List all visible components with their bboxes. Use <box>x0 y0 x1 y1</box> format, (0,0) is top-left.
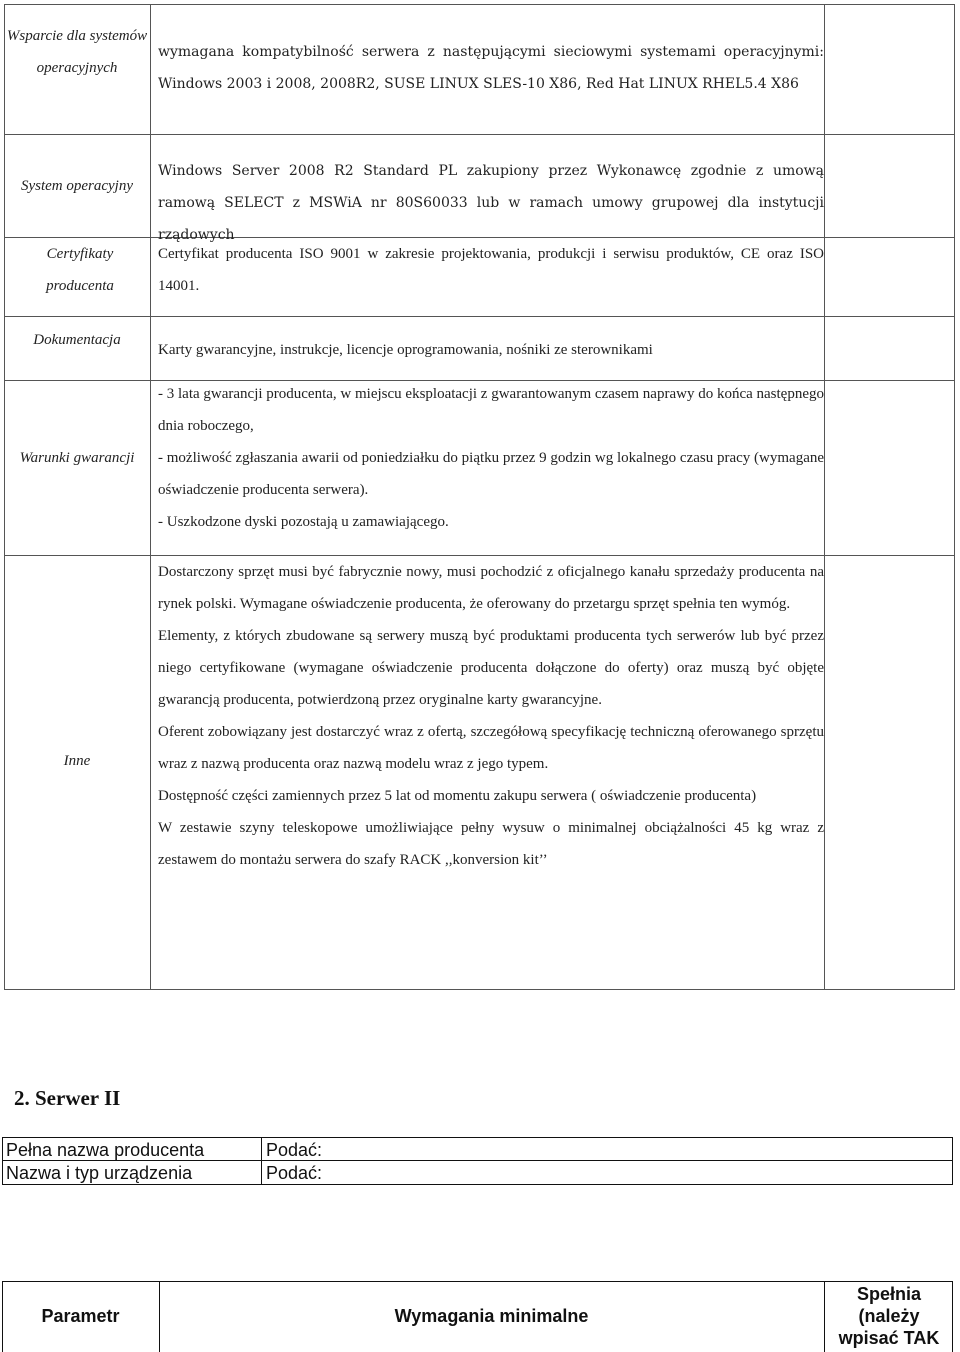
param-header-requirements: Wymagania minimalne <box>394 1306 589 1326</box>
info-value-device: Podać: <box>266 1163 323 1183</box>
row-label-operating-system: System operacyjny <box>20 178 134 194</box>
spec-table-col-divider <box>150 4 151 990</box>
row-label-warranty: Warunki gwarancji <box>19 450 135 466</box>
spec-table-border-top <box>4 4 955 5</box>
warranty-item: - możliwość zgłaszania awarii od poniedziałku do piątku przez 9 godzin wg lokalnego czasu pracy (wymagane oświadczenie producenta serwera). <box>158 450 825 498</box>
row-content-documentation: Karty gwarancyjne, instrukcje, licencje oprogramowania, nośniki ze sterownikami <box>158 342 653 358</box>
info-value-manufacturer: Podać: <box>266 1140 323 1160</box>
warranty-item: - Uszkodzone dyski pozostają u zamawiającego. <box>158 514 449 530</box>
row-content-os-support: wymagana kompatybilność serwera z następującymi sieciowymi systemami operacyjnymi: Windows 2003 i 2008, 2008R2, SUSE LINUX SLES-10 X86, Red Hat LINUX RHEL5.4 X86 <box>158 44 824 92</box>
row-divider <box>4 316 955 317</box>
spec-table-col-divider-2 <box>824 4 825 990</box>
row-content-operating-system: Windows Server 2008 R2 Standard PL zakupiony przez Wykonawcę zgodnie z umową ramową SELECT z MSWiA nr 80S60033 lub w ramach umowy grupowej dla instytucji rządowych <box>158 163 824 243</box>
row-label-os-support: Wsparcie dla systemów operacyjnych <box>6 28 148 76</box>
info-label-manufacturer: Pełna nazwa producenta <box>6 1140 205 1160</box>
param-table-col-divider-2 <box>824 1281 825 1352</box>
param-table-border-top <box>2 1281 953 1282</box>
info-table-border-bottom <box>2 1184 953 1185</box>
row-label-other: Inne <box>63 753 91 769</box>
other-paragraph: Dostarczony sprzęt musi być fabrycznie nowy, musi pochodzić z oficjalnego kanału sprzedaży producenta na rynek polski. Wymagane oświadczenie producenta, że oferowany do przetargu sprzęt spełnia ten wymóg. <box>158 564 824 612</box>
info-label-device: Nazwa i typ urządzenia <box>6 1163 193 1183</box>
spec-table-border-left <box>4 4 5 990</box>
row-content-warranty <box>158 378 824 538</box>
warranty-item: - 3 lata gwarancji producenta, w miejscu eksploatacji z gwarantowanym czasem naprawy do końca następnego dnia roboczego, <box>158 386 824 434</box>
section-heading: 2. Serwer II <box>14 1086 121 1110</box>
param-header-parameter: Parametr <box>41 1306 120 1326</box>
row-label-certificates: Certyfikaty producenta <box>46 246 114 294</box>
info-table-border-right <box>952 1137 953 1185</box>
spec-table-border-right <box>954 4 955 990</box>
param-header-compliance: Spełnia (należy wpisać TAK <box>838 1284 940 1348</box>
other-paragraph: Oferent zobowiązany jest dostarczyć wraz z ofertą, szczegółową specyfikację techniczną oferowanego sprzętu wraz z nazwą producenta oraz nazwą modelu wraz z jego typem. <box>158 724 824 772</box>
row-divider <box>4 134 955 135</box>
row-content-certificates: Certyfikat producenta ISO 9001 w zakresie projektowania, produkcji i serwisu produktów, CE oraz ISO 14001. <box>158 246 824 294</box>
other-paragraph: Elementy, z których zbudowane są serwery muszą być produktami producenta tych serwerów lub być przez niego certyfikowane (wymagane oświadczenie producenta dołączone do oferty) oraz muszą być objęte gwarancją producenta, potwierdzoną przez oryginalne karty gwarancyjne. <box>158 628 824 708</box>
info-table-border-top <box>2 1137 953 1138</box>
other-paragraph: Dostępność części zamiennych przez 5 lat od momentu zakupu serwera ( oświadczenie producenta) <box>158 788 757 804</box>
other-paragraph: W zestawie szyny teleskopowe umożliwiające pełny wysuw o minimalnej obciążalności 45 kg wraz z zestawem do montażu serwera do szafy RACK ,,konversion kit’’ <box>158 820 824 868</box>
param-table-border-right <box>952 1281 953 1352</box>
spec-table-border-bottom <box>4 989 955 990</box>
info-table-col-divider <box>261 1137 262 1185</box>
row-label-documentation: Dokumentacja <box>33 332 121 348</box>
info-table-border-left <box>2 1137 3 1185</box>
row-content-other <box>158 556 824 876</box>
